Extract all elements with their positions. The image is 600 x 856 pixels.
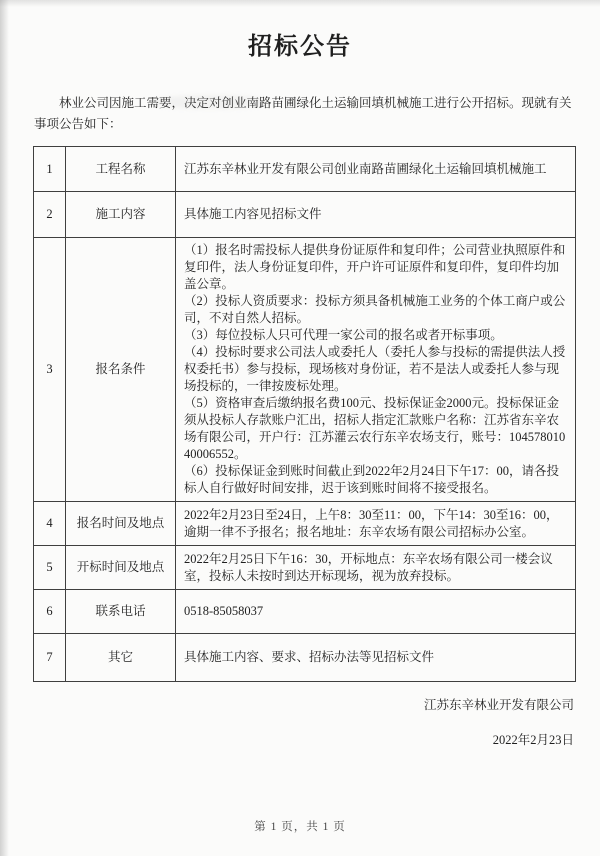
- row-label-cell: 开标时间及地点: [66, 546, 176, 590]
- scan-left-edge-artifact: [0, 0, 9, 856]
- content-paragraph: （1）报名时需投标人提供身份证原件和复印件；公司营业执照原件和复印件，法人身份证复印件，开户许可证原件和复印件，复印件均加盖公章。: [184, 243, 566, 291]
- row-number-cell: 3: [34, 238, 66, 502]
- row-content-cell: [176, 502, 576, 546]
- content-paragraph: 0518-85058037: [184, 604, 264, 618]
- row-label-cell: 报名条件: [66, 238, 176, 502]
- table-row: [34, 147, 576, 192]
- content-paragraph: 2022年2月23日至24日，上午8：30至11：00，下午14：30至16：00，逾期一律不予报名；报名地址：东辛农场有限公司招标办公室。: [184, 507, 559, 539]
- table-row: [34, 590, 576, 634]
- row-label-cell: 其它: [66, 634, 176, 682]
- content-paragraph: （6）投标保证金到账时间截止到2022年2月24日下午17：00，请各投标人自行做好时间安排，迟于该到账时间将不接受报名。: [184, 464, 560, 495]
- row-content-cell: [176, 634, 576, 682]
- page-number-footer: 第 1 页，共 1 页: [254, 821, 346, 833]
- table-row: [34, 634, 576, 682]
- table-row: [34, 192, 576, 238]
- content-paragraph: 2022年2月25日下午16：30，开标地点：东辛农场有限公司一楼会议室，投标人未按时到达开标现场，视为放弃投标。: [184, 551, 553, 583]
- signature-block: [0, 696, 574, 749]
- row-number-cell: 6: [34, 590, 66, 634]
- table-row: [34, 238, 576, 502]
- row-content-cell: [176, 147, 576, 192]
- table-row: [34, 546, 576, 590]
- content-paragraph: 具体施工内容、要求、招标办法等见招标文件: [184, 650, 435, 664]
- row-content-cell: [176, 546, 576, 590]
- content-paragraph: （3）每位投标人只可代理一家公司的报名或者开标事项。: [184, 328, 503, 342]
- row-number-cell: 4: [34, 502, 66, 546]
- content-paragraph: （2）投标人资质要求：投标方须具备机械施工业务的个体工商户或公司，不对自然人招标。: [184, 294, 566, 325]
- row-content-cell: [176, 238, 576, 502]
- announcement-table-body: [34, 147, 576, 682]
- row-label-cell: 联系电话: [66, 590, 176, 634]
- row-label-cell: 工程名称: [66, 147, 176, 192]
- content-paragraph: 江苏东辛林业开发有限公司创业南路苗圃绿化土运输回填机械施工: [184, 161, 547, 176]
- table-row: [34, 502, 576, 546]
- scan-top-edge-artifact: [0, 0, 600, 7]
- signature-company: 江苏东辛林业开发有限公司: [423, 698, 574, 712]
- announcement-table: [33, 146, 576, 682]
- intro-paragraph: 林业公司因施工需要，决定对创业南路苗圃绿化土运输回填机械施工进行公开招标。现就有关事项公告如下：: [34, 96, 572, 131]
- row-content-cell: [176, 192, 576, 238]
- row-number-cell: 7: [34, 634, 66, 682]
- row-label-cell: 施工内容: [66, 192, 176, 238]
- scan-smudge-artifact: [150, 95, 270, 109]
- row-content-cell: [176, 590, 576, 634]
- signature-date: 2022年2月23日: [492, 733, 574, 747]
- row-number-cell: 1: [34, 147, 66, 192]
- row-label-cell: 报名时间及地点: [66, 502, 176, 546]
- content-paragraph: （5）资格审查后缴纳报名费100元、投标保证金2000元。投标保证金须从投标人存款账户汇出，招标人指定汇款账户名称：江苏省东辛农场有限公司，开户行：江苏灌云农行东辛农场支行，账号：10457801040006552。: [184, 396, 566, 461]
- row-number-cell: 5: [34, 546, 66, 590]
- content-paragraph: 具体施工内容见招标文件: [184, 207, 322, 221]
- content-paragraph: （4）投标时要求公司法人或委托人（委托人参与投标的需提供法人授权委托书）参与投标，现场核对身份证，若不是法人或委托人参与现场投标的，一律按废标处理。: [184, 345, 566, 393]
- page-title: 招标公告: [248, 34, 352, 60]
- row-number-cell: 2: [34, 192, 66, 238]
